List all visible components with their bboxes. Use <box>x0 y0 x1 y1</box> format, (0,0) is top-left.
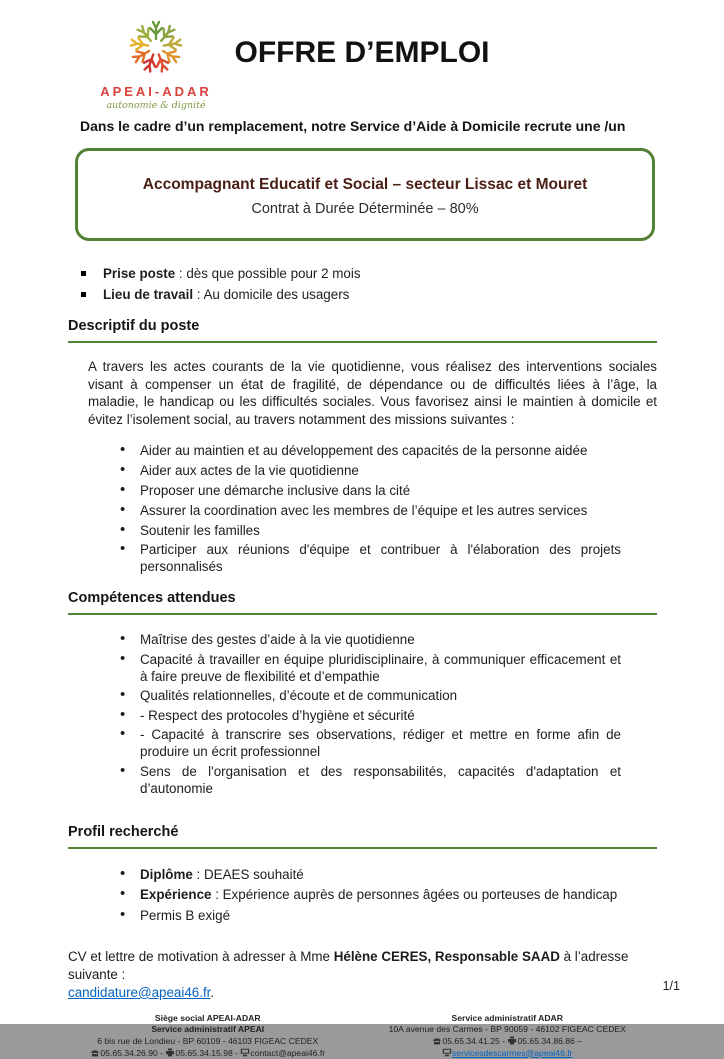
mission-item <box>118 502 621 519</box>
key-point-row <box>80 284 657 305</box>
bullet-text: Permis B exigé <box>140 907 231 923</box>
logo-tagline: autonomie & dignité <box>106 100 206 111</box>
separator: - <box>499 1036 508 1047</box>
bullet-text: Sens de l'organisation et des responsabilités, capacités d'adaptation et d’autonomie <box>140 763 621 796</box>
logo-mandala-icon <box>101 16 211 78</box>
profil-item <box>118 907 621 924</box>
square-bullet-icon <box>81 292 86 297</box>
footer-left-fax: 05.65.34.15.98 <box>175 1047 233 1058</box>
phone-icon <box>432 1036 442 1045</box>
mission-item <box>118 482 621 499</box>
job-contract-type: Contrat à Durée Déterminée – 80% <box>251 201 479 217</box>
mission-item <box>118 541 621 575</box>
bullet-text: Capacité à travailler en équipe pluridisciplinaire, à communiquer efficacement et à faire preuve de flexibilité et d’empathie <box>140 651 621 684</box>
logo-name: APEAI-ADAR <box>100 84 212 99</box>
document-title: OFFRE D’EMPLOI <box>234 36 490 69</box>
closing-prefix: CV et lettre de motivation à adresser à Mme <box>68 948 334 964</box>
profil-list <box>118 866 621 924</box>
fax-icon <box>507 1036 517 1045</box>
phone-icon <box>90 1048 100 1057</box>
intro-line: Dans le cadre d’un remplacement, notre Service d’Aide à Domicile recrute une /un <box>80 118 626 134</box>
footer-right-address: 10A avenue des Carmes - BP 90059 - 46102 FIGEAC CEDEX <box>388 1024 626 1035</box>
footer-left-contacts <box>68 1048 348 1059</box>
document-body <box>0 118 724 1059</box>
footer-right-email-line <box>368 1048 648 1059</box>
bullet-text: - Capacité à transcrire ses observations, rédiger et mettre en forme afin de produire un écrit professionnel <box>140 727 621 760</box>
footer <box>68 1013 657 1059</box>
key-point-label: Lieu de travail <box>103 287 194 302</box>
computer-icon <box>442 1048 452 1057</box>
key-point-label: Prise poste <box>103 266 176 281</box>
footer-right-contacts <box>368 1036 648 1048</box>
bullet-text: Participer aux réunions d'équipe et contribuer à l'élaboration des projets personnalisés <box>140 542 621 575</box>
page-number: 1/1 <box>662 979 680 993</box>
footer-left-title2: Service administratif APEAI <box>151 1024 265 1035</box>
logo <box>92 16 220 111</box>
bullet-text: Proposer une démarche inclusive dans la cité <box>140 482 411 498</box>
competence-item <box>118 687 621 704</box>
footer-left-column <box>68 1013 362 1059</box>
key-point-row <box>80 263 657 284</box>
bullet-text: Aider au maintien et au développement des capacités de la personne aidée <box>140 443 588 459</box>
closing-paragraph <box>68 948 657 1002</box>
bullet-text: Maîtrise des gestes d’aide à la vie quotidienne <box>140 632 415 648</box>
mission-item <box>118 462 621 479</box>
footer-left-title1: Siège social APEAI-ADAR <box>154 1012 261 1023</box>
footer-left-phone: 05.65.34.26.90 <box>100 1047 158 1058</box>
bullet-text: Aider aux actes de la vie quotidienne <box>140 463 359 479</box>
job-title-box <box>75 148 655 241</box>
section-heading-descriptif: Descriptif du poste <box>68 318 657 343</box>
bullet-text: : Expérience auprès de personnes âgées ou porteuses de handicap <box>211 887 618 903</box>
missions-list <box>118 442 621 575</box>
profil-item <box>118 866 621 883</box>
candidature-email-link[interactable]: candidature@apeai46.fr <box>68 984 211 1000</box>
separator: - <box>232 1047 241 1058</box>
section-heading-profil: Profil recherché <box>68 824 657 849</box>
key-point-value: : dès que possible pour 2 mois <box>175 266 361 281</box>
footer-right-column <box>362 1013 658 1059</box>
key-point-value: : Au domicile des usagers <box>193 287 350 302</box>
bullet-bold: Expérience <box>140 887 212 903</box>
descriptif-paragraph: A travers les actes courants de la vie quotidienne, vous réalisez des interventions sociales visant à compenser un état de fragilité, de dépendance ou de difficultés liées à l’âge, la maladie, le handicap ou les difficultés sociales. Vous favorisez ainsi le maintien à domicile et évitez l’isolement social, au travers notamment des missions suivantes : <box>88 359 657 427</box>
footer-right-title1: Service administratif ADAR <box>451 1012 563 1023</box>
footer-right-phone: 05.65.34.41.25 <box>442 1036 500 1047</box>
footer-left-email: contact@apeai46.fr <box>250 1047 326 1058</box>
footer-right-fax: 05.65.34.86.86 – <box>517 1036 582 1047</box>
mission-item <box>118 442 621 459</box>
profil-item <box>118 886 621 903</box>
competence-item <box>118 726 621 760</box>
bullet-text: Qualités relationnelles, d’écoute et de communication <box>140 688 458 704</box>
competence-item <box>118 651 621 685</box>
footer-left-address: 6 bis rue de Londieu - BP 60109 - 46103 FIGEAC CEDEX <box>97 1036 319 1047</box>
section-heading-competences: Compétences attendues <box>68 590 657 615</box>
bullet-text: : DEAES souhaité <box>192 866 304 882</box>
bullet-text: - Respect des protocoles d’hygiène et sécurité <box>140 707 415 723</box>
bullet-text: Assurer la coordination avec les membres de l’équipe et les autres services <box>140 502 588 518</box>
competence-item <box>118 763 621 797</box>
competence-item <box>118 631 621 648</box>
computer-icon <box>240 1048 250 1057</box>
key-points-list <box>80 263 657 305</box>
mission-item <box>118 522 621 539</box>
header <box>0 0 724 112</box>
competence-item <box>118 707 621 724</box>
bullet-bold: Diplôme <box>140 866 193 882</box>
separator: - <box>157 1047 166 1058</box>
bullet-text: Soutenir les familles <box>140 522 260 538</box>
closing-contact-name: Hélène CERES, Responsable SAAD <box>333 948 560 964</box>
square-bullet-icon <box>81 271 86 276</box>
closing-period: . <box>210 984 215 1000</box>
services-email-link[interactable]: servicesdescarmes@apeai46.fr <box>452 1047 573 1058</box>
job-title: Accompagnant Educatif et Social – secteur Lissac et Mouret <box>142 176 588 193</box>
competences-list <box>118 631 621 797</box>
closing-suffix: à l’adresse suivante : <box>68 948 629 982</box>
fax-icon <box>165 1048 175 1057</box>
